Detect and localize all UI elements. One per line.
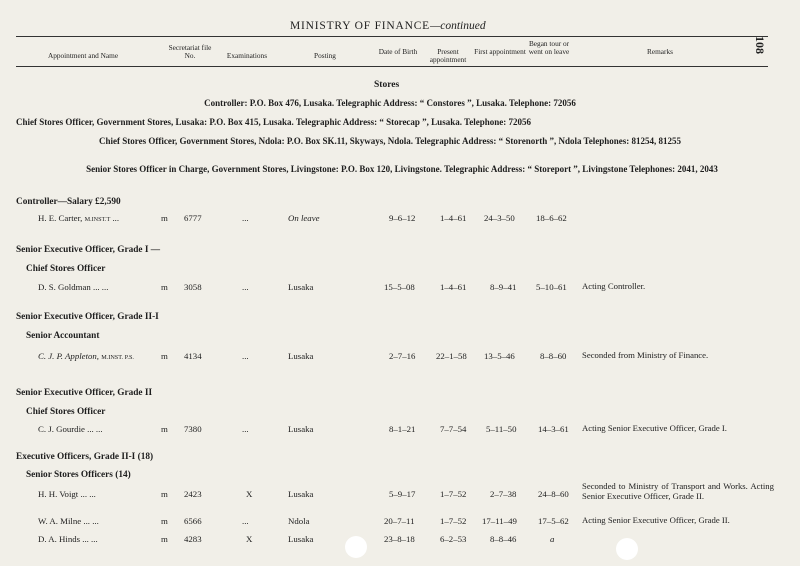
row-marker: m [161, 516, 168, 526]
row-tour: 24–8–60 [538, 489, 569, 499]
row-posting: Ndola [288, 516, 310, 526]
row-exam: ... [242, 516, 249, 526]
row-file: 2423 [184, 489, 202, 499]
row-birth: 9–6–12 [389, 213, 416, 223]
row-first: 13–5–46 [484, 351, 515, 361]
row-exam: X [246, 489, 253, 499]
punch-hole [616, 538, 638, 560]
address-ndola: Chief Stores Officer, Government Stores, Ndola: P.O. Box SK.11, Skyways, Ndola. Telegraphic Address: “ Storenorth ”, Ndola Telephones: 81254, 81255 [99, 136, 681, 146]
row-birth: 8–1–21 [389, 424, 416, 434]
row-tour: 8–8–60 [540, 351, 567, 361]
row-first: 8–9–41 [490, 282, 517, 292]
row-birth: 15–5–08 [384, 282, 415, 292]
page-title: MINISTRY OF FINANCE—continued [290, 20, 486, 32]
row-first: 2–7–38 [490, 489, 517, 499]
row-file: 4134 [184, 351, 202, 361]
row-remarks: Acting Senior Executive Officer, Grade I. [582, 423, 727, 433]
row-first: 8–8–46 [490, 534, 517, 544]
column-appointment: Appointment and Name [47, 51, 119, 60]
subgrade-senior-accountant: Senior Accountant [26, 331, 100, 341]
section-title: Stores [374, 80, 400, 90]
row-posting: On leave [288, 213, 320, 223]
column-present: Present appointment [429, 47, 467, 64]
row-name: C. J. P. Appleton, M.INST. P.S. [38, 351, 134, 361]
column-remarks: Remarks [647, 47, 673, 56]
row-remarks: Seconded from Ministry of Finance. [582, 350, 709, 360]
row-present: 7–7–54 [440, 424, 467, 434]
row-marker: m [161, 213, 168, 223]
row-first: 5–11–50 [486, 424, 517, 434]
row-posting: Lusaka [288, 351, 314, 361]
punch-hole [345, 536, 367, 558]
row-birth: 5–9–17 [389, 489, 416, 499]
row-exam: ... [242, 424, 249, 434]
column-tour: Began tour or went on leave [528, 39, 570, 56]
grade-eo: Executive Officers, Grade II-I (18) [16, 452, 154, 462]
subgrade-chief-stores: Chief Stores Officer [26, 264, 106, 274]
row-exam: ... [242, 351, 249, 361]
row-tour: 17–5–62 [538, 516, 569, 526]
row-first: 24–3–50 [484, 213, 515, 223]
header-top-rule [16, 36, 768, 37]
row-posting: Lusaka [288, 424, 314, 434]
row-marker: m [161, 489, 168, 499]
row-marker: m [161, 424, 168, 434]
row-present: 1–7–52 [440, 489, 467, 499]
column-file-no: Secretariat file No. [168, 43, 212, 60]
page-number: 108 [753, 36, 767, 54]
grade-seo1: Senior Executive Officer, Grade I — [16, 245, 161, 255]
column-first: First appointment [474, 47, 526, 56]
row-present: 1–4–61 [440, 282, 467, 292]
address-livingstone: Senior Stores Officer in Charge, Government Stores, Livingstone: P.O. Box 120, Livingstone. Telegraphic Address: “ Storeport ”, Livingstone Telephones: 2041, 2043 [86, 164, 718, 174]
row-name: H. E. Carter, M.INST.T ... [38, 213, 120, 223]
row-first: 17–11–49 [482, 516, 517, 526]
row-marker: m [161, 282, 168, 292]
row-remarks: Acting Senior Executive Officer, Grade II. [582, 515, 730, 525]
row-name: C. J. Gourdie ... ... [38, 424, 103, 434]
row-posting: Lusaka [288, 282, 314, 292]
subgrade-sso: Senior Stores Officers (14) [26, 470, 131, 480]
header-bottom-rule [16, 66, 768, 67]
row-present: 1–7–52 [440, 516, 467, 526]
row-tour: 5–10–61 [536, 282, 567, 292]
row-present: 22–1–58 [436, 351, 467, 361]
address-controller: Controller: P.O. Box 476, Lusaka. Telegraphic Address: “ Constores ”, Lusaka. Telephone: 72056 [204, 98, 576, 108]
grade-seo2: Senior Executive Officer, Grade II [16, 388, 153, 398]
address-lusaka: Chief Stores Officer, Government Stores, Lusaka: P.O. Box 415, Lusaka. Telegraphic Address: “ Storecap ”, Lusaka. Telephone: 72056 [16, 117, 531, 127]
row-file: 3058 [184, 282, 202, 292]
row-present: 1–4–61 [440, 213, 467, 223]
column-birth: Date of Birth [378, 47, 418, 56]
grade-controller: Controller—Salary £2,590 [16, 197, 121, 207]
row-name: H. H. Voigt ... ... [38, 489, 96, 499]
grade-seo11: Senior Executive Officer, Grade II-I [16, 312, 159, 322]
row-marker: m [161, 351, 168, 361]
row-remarks: Acting Controller. [582, 281, 646, 291]
row-name: D. A. Hinds ... ... [38, 534, 98, 544]
row-exam: X [246, 534, 253, 544]
row-name: D. S. Goldman ... ... [38, 282, 109, 292]
row-tour: 14–3–61 [538, 424, 569, 434]
row-file: 4283 [184, 534, 202, 544]
row-file: 6566 [184, 516, 202, 526]
row-tour: 18–6–62 [536, 213, 567, 223]
row-tour: a [550, 534, 555, 544]
column-posting: Posting [314, 51, 336, 60]
column-examinations: Examinations [226, 51, 268, 60]
row-exam: ... [242, 282, 249, 292]
row-birth: 20–7–11 [384, 516, 415, 526]
row-birth: 2–7–16 [389, 351, 416, 361]
row-exam: ... [242, 213, 249, 223]
row-remarks: Seconded to Ministry of Transport and Works. Acting Senior Executive Officer, Grade II. [582, 481, 774, 501]
row-file: 7380 [184, 424, 202, 434]
row-name: W. A. Milne ... ... [38, 516, 99, 526]
row-birth: 23–8–18 [384, 534, 415, 544]
subgrade-chief-stores-2: Chief Stores Officer [26, 407, 106, 417]
row-present: 6–2–53 [440, 534, 467, 544]
row-posting: Lusaka [288, 489, 314, 499]
row-marker: m [161, 534, 168, 544]
row-posting: Lusaka [288, 534, 314, 544]
row-file: 6777 [184, 213, 202, 223]
